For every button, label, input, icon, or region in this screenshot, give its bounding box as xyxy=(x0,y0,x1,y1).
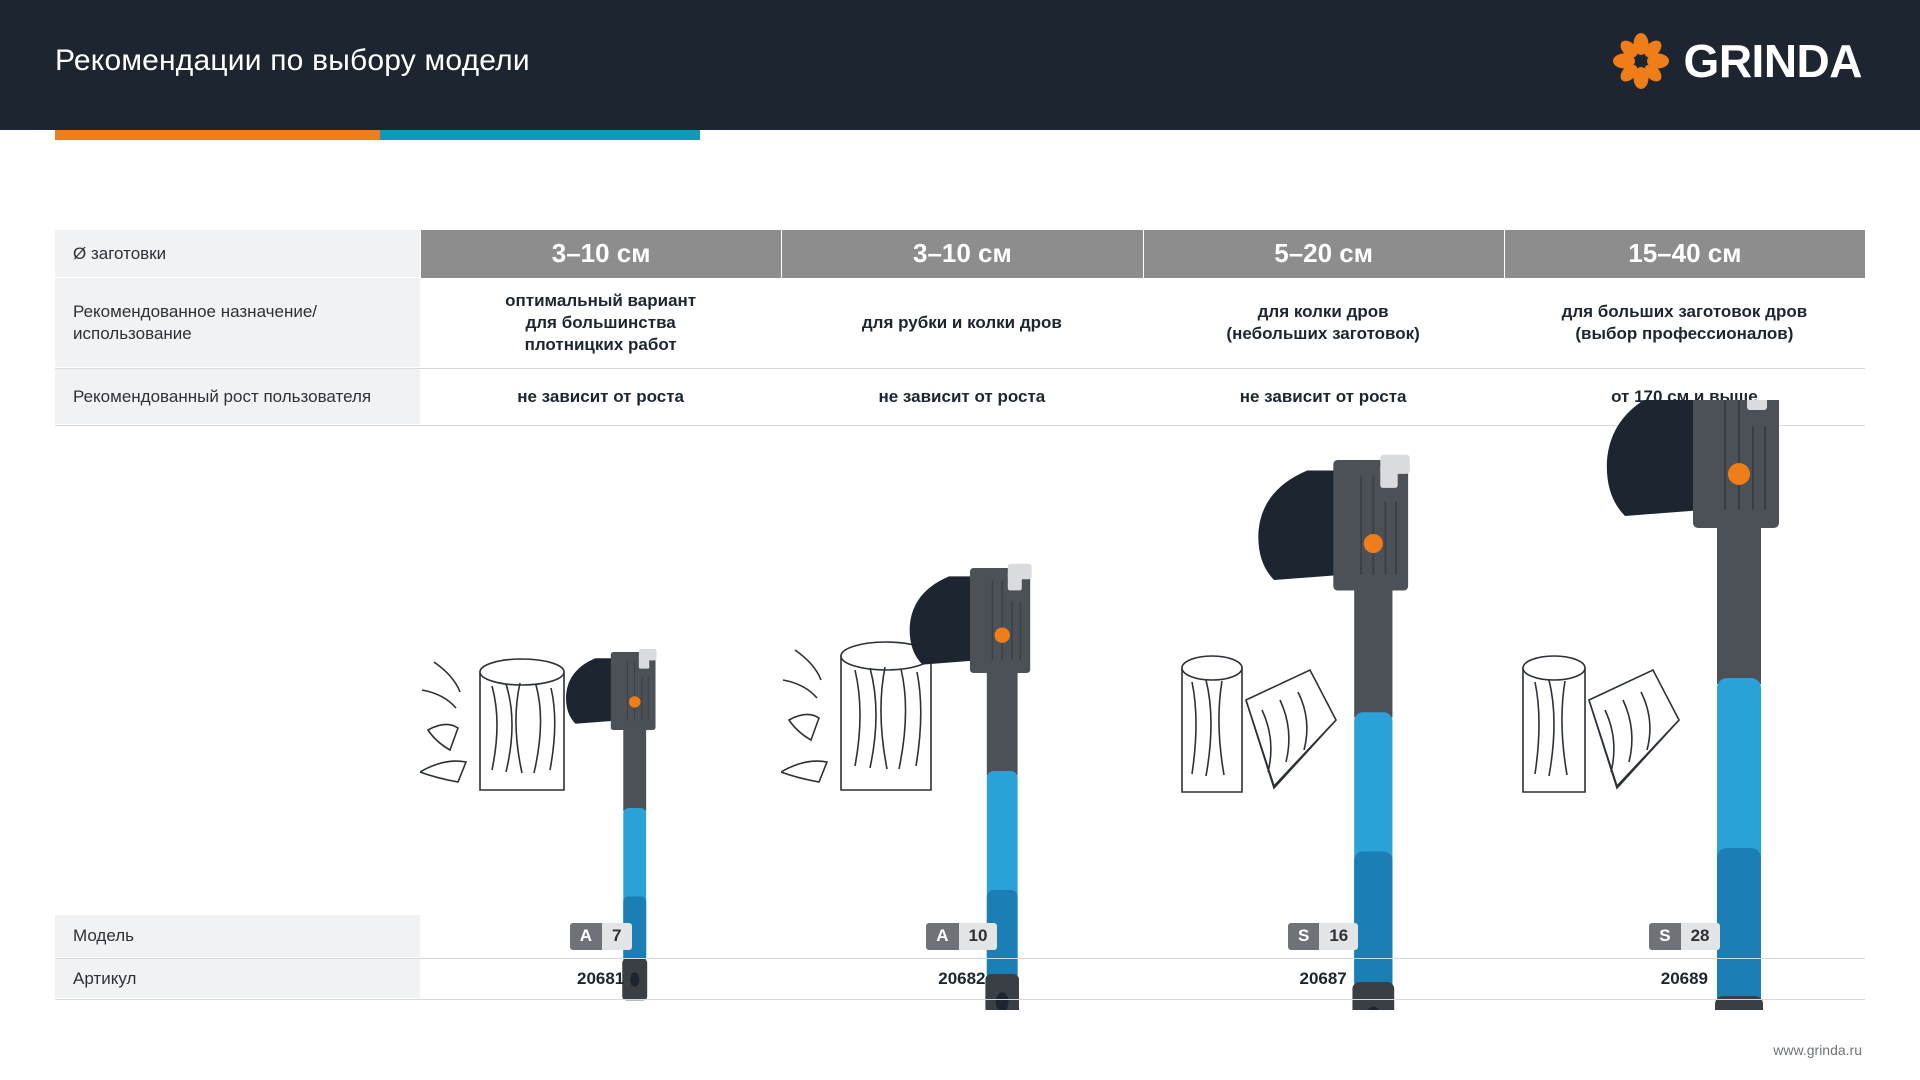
model-number: 7 xyxy=(602,923,631,950)
table-row-diameter xyxy=(55,230,1865,278)
model-letter: S xyxy=(1649,923,1680,950)
cell-diameter-3: 15–40 см xyxy=(1504,230,1865,278)
cell-model-3 xyxy=(1504,915,1865,958)
cell-model-1 xyxy=(781,915,1142,958)
cell-model-0 xyxy=(420,915,781,958)
brand-name: GRINDA xyxy=(1683,35,1862,87)
model-letter: S xyxy=(1288,923,1319,950)
row-label-model: Модель xyxy=(55,915,420,958)
model-letter: A xyxy=(926,923,958,950)
model-number: 16 xyxy=(1319,923,1358,950)
cell-height-2: не зависит от роста xyxy=(1239,387,1407,407)
cell-diameter-0: 3–10 см xyxy=(420,230,781,278)
spec-table xyxy=(55,230,1865,426)
cell-diameter-2: 5–20 см xyxy=(1143,230,1504,278)
row-label: Ø заготовки xyxy=(55,230,420,278)
table-row-model xyxy=(55,915,1865,958)
cell-height-3: от 170 см и выше xyxy=(1611,387,1758,407)
model-number: 10 xyxy=(959,923,998,950)
table-row-article xyxy=(55,959,1865,999)
model-table xyxy=(55,915,1865,1000)
brand-logo xyxy=(1612,32,1862,90)
cell-purpose-0: оптимальный вариант для большинства плотницких работ xyxy=(505,291,697,355)
cell-height-1: не зависит от роста xyxy=(878,387,1046,407)
row-label: Рекомендованное назначение/использование xyxy=(55,278,420,368)
cell-purpose-1: для рубки и колки дров xyxy=(861,313,1062,333)
table-row-purpose xyxy=(55,278,1865,368)
model-badge xyxy=(570,923,632,950)
accent-bar-teal xyxy=(380,130,700,140)
cell-article-2: 20687 xyxy=(1299,969,1347,989)
footer-url[interactable]: www.grinda.ru xyxy=(1773,1042,1862,1058)
cell-height-0: не зависит от роста xyxy=(517,387,685,407)
page-header xyxy=(0,0,1920,130)
cell-purpose-2: для колки дров (небольших заготовок) xyxy=(1226,302,1420,344)
cell-model-2 xyxy=(1143,915,1504,958)
accent-bar-orange xyxy=(55,130,380,140)
page-title: Рекомендации по выбору модели xyxy=(55,44,530,77)
cell-purpose-3: для больших заготовок дров (выбор профессионалов) xyxy=(1561,302,1808,344)
model-badge xyxy=(1649,923,1719,950)
model-badge xyxy=(926,923,997,950)
model-badge xyxy=(1288,923,1358,950)
row-label-article: Артикул xyxy=(55,959,420,999)
cell-article-3: 20689 xyxy=(1660,969,1709,989)
row-divider xyxy=(55,999,1865,1000)
cell-article-0: 20681 xyxy=(576,969,625,989)
model-letter: A xyxy=(570,923,602,950)
row-label: Рекомендованный рост пользователя xyxy=(55,369,420,425)
grinda-flower-icon xyxy=(1612,32,1670,90)
model-number: 28 xyxy=(1681,923,1720,950)
cell-diameter-1: 3–10 см xyxy=(781,230,1142,278)
cell-article-1: 20682 xyxy=(938,969,986,989)
